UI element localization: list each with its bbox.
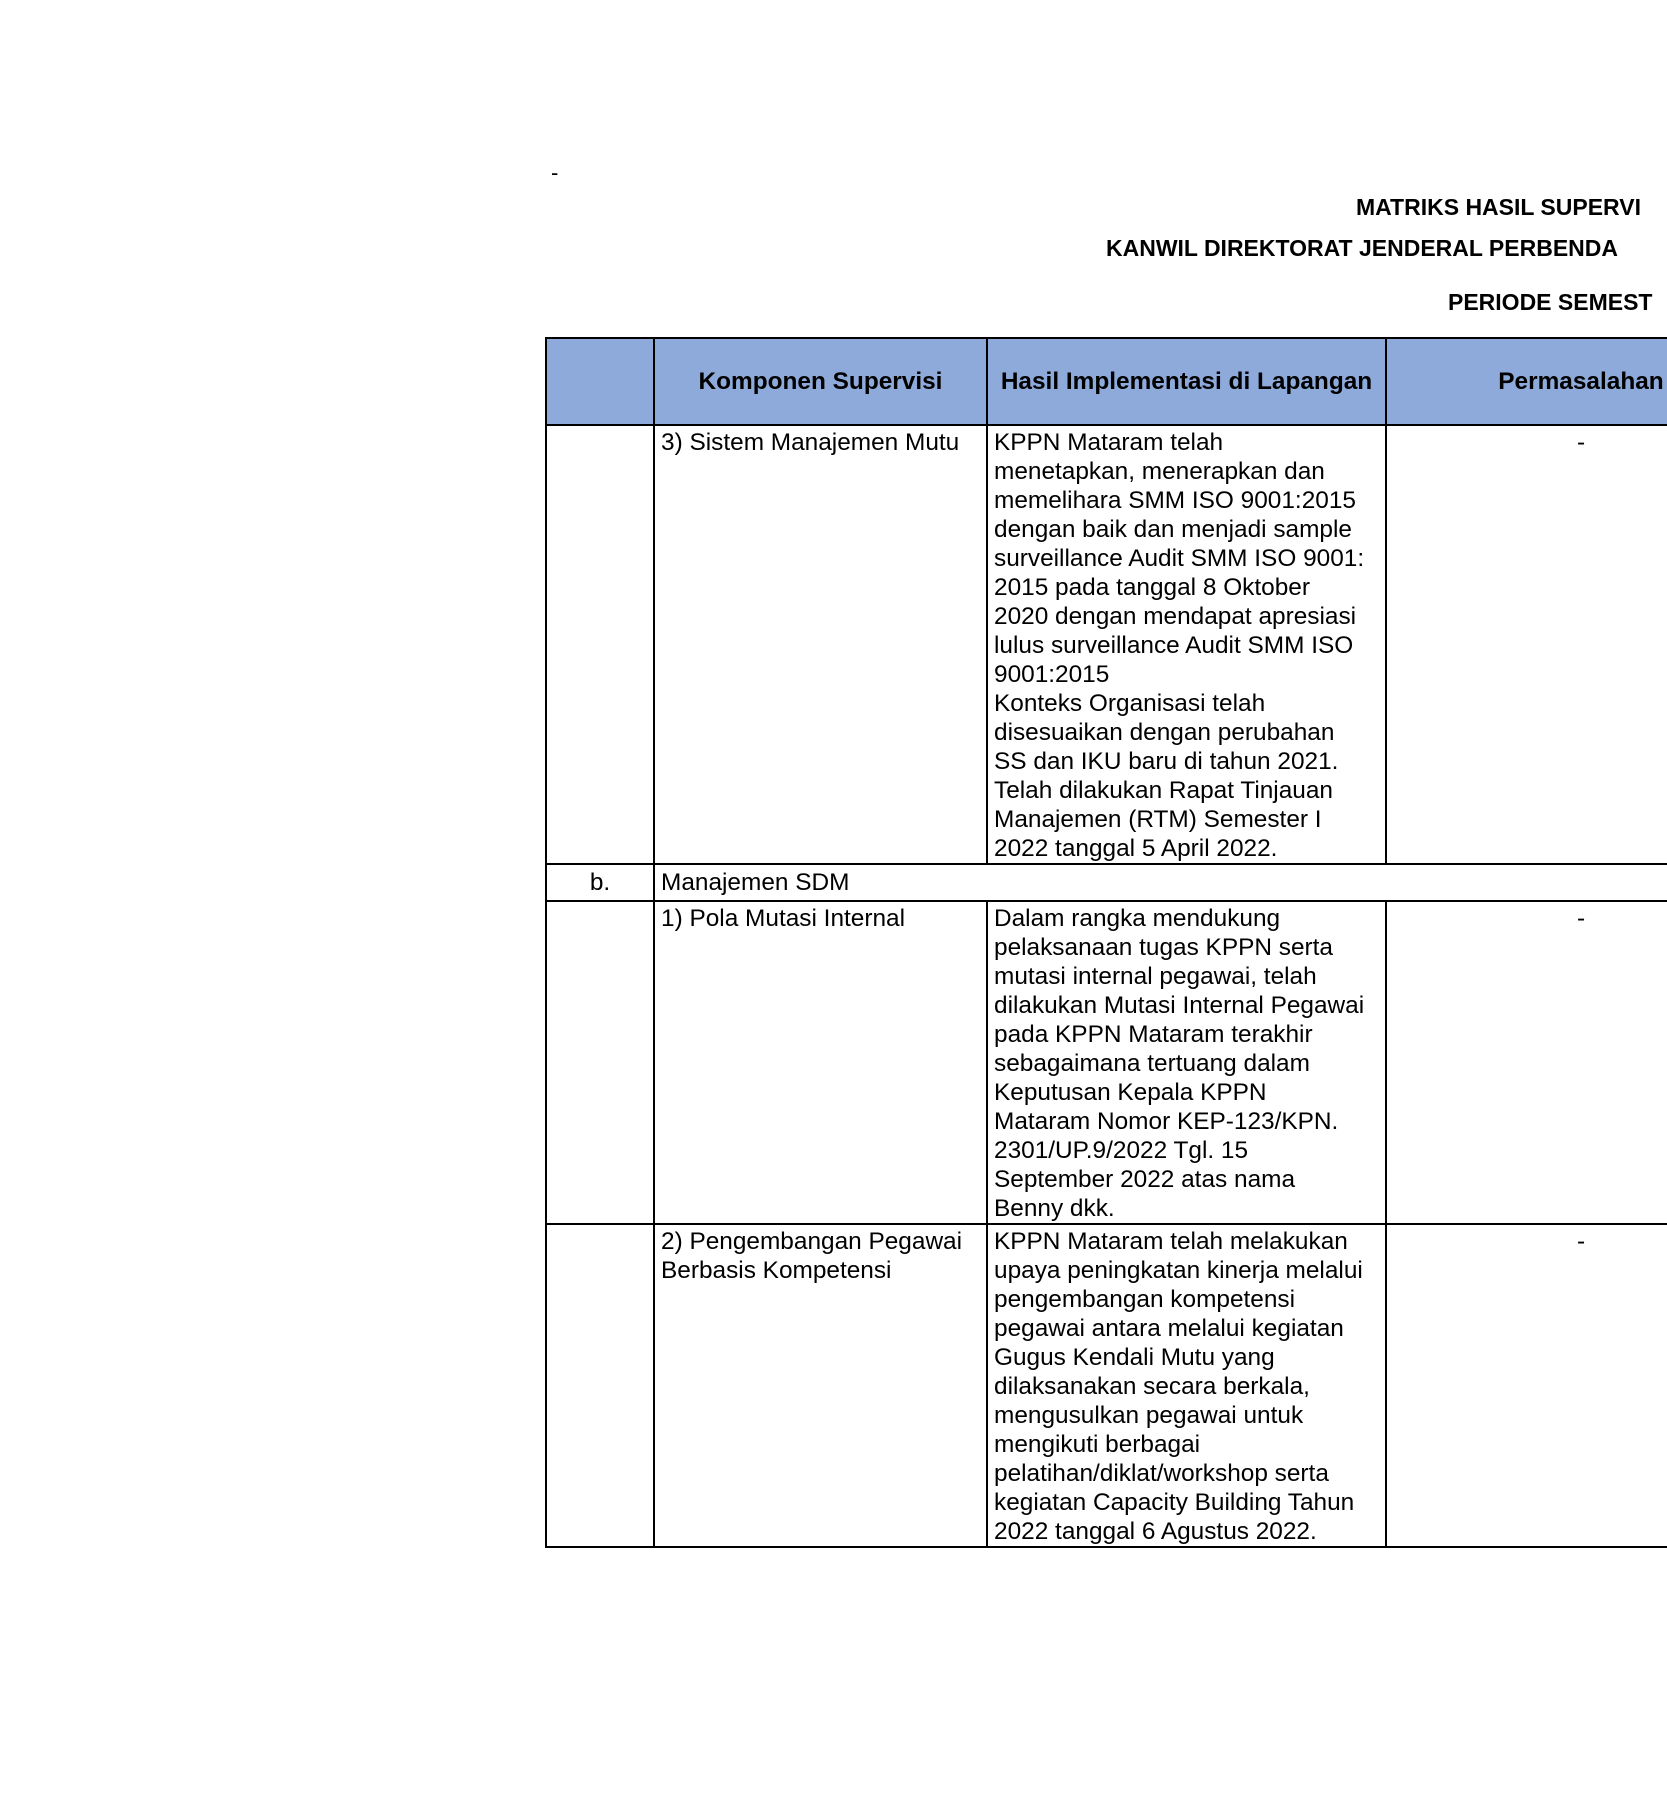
document-subtitle-period: PERIODE SEMEST: [1448, 289, 1653, 315]
komponen-text: 1) Pola Mutasi Internal: [661, 905, 906, 932]
hasil-text: Dalam rangka mendukung pelaksanaan tugas KPPN serta mutasi internal pegawai, telah dilakukan Mutasi Internal Pegawai pada KPPN Mataram terakhir sebagaimana tertuang dalam Keputusan Kepala KPPN Mataram Nomor KEP-123/KPN. 2301/UP.9/2022 Tgl. 15 September 2022 atas nama Benny dkk.: [994, 905, 1365, 1222]
table-row: [546, 425, 1667, 864]
permasalahan-cell: [1386, 901, 1667, 1224]
table-row: [546, 1224, 1667, 1547]
section-label: Manajemen SDM: [661, 869, 850, 896]
row-number-cell: [546, 425, 654, 864]
document-title: MATRIKS HASIL SUPERVI: [1356, 194, 1641, 220]
row-number: [547, 902, 653, 904]
header-no: [546, 338, 654, 425]
supervision-matrix-table: [545, 337, 1667, 1548]
section-number-cell: [546, 864, 654, 901]
permasalahan-text: -: [1576, 905, 1586, 932]
komponen-cell: [654, 901, 987, 1224]
row-number: [547, 1225, 653, 1227]
document-subtitle-office: KANWIL DIREKTORAT JENDERAL PERBENDA: [1106, 235, 1618, 261]
section-row-manajemen-sdm: [546, 864, 1667, 901]
table-row: [546, 901, 1667, 1224]
permasalahan-text: -: [1576, 1228, 1586, 1255]
row-number: [547, 426, 653, 428]
komponen-text: 3) Sistem Manajemen Mutu: [661, 429, 960, 456]
hasil-text: KPPN Mataram telah menetapkan, menerapkan dan memelihara SMM ISO 9001:2015 dengan baik dan menjadi sample surveillance Audit SMM ISO 9001: 2015 pada tanggal 8 Oktober 2020 dengan mendapat apresiasi lulus surveillance Audit SMM ISO 9001:2015 Konteks Organisasi telah disesuaikan dengan perubahan SS dan IKU baru di tahun 2021. Telah dilakukan Rapat Tinjauan Manajemen (RTM) Semester I 2022 tanggal 5 April 2022.: [994, 429, 1365, 862]
header-permasalahan: Permasalahan: [1386, 338, 1667, 425]
header-komponen-supervisi: Komponen Supervisi: [654, 338, 987, 425]
page-dash-mark: -: [551, 160, 559, 185]
row-number-cell: [546, 1224, 654, 1547]
hasil-cell: [987, 1224, 1386, 1547]
header-hasil-implementasi: Hasil Implementasi di Lapangan: [987, 338, 1386, 425]
section-label-cell: [654, 864, 1667, 901]
permasalahan-cell: [1386, 425, 1667, 864]
table-header-row: [546, 338, 1667, 425]
permasalahan-cell: [1386, 1224, 1667, 1547]
row-number-cell: [546, 901, 654, 1224]
komponen-text: 2) Pengembangan Pegawai Berbasis Kompetensi: [661, 1228, 963, 1284]
komponen-cell: [654, 1224, 987, 1547]
hasil-cell: [987, 901, 1386, 1224]
komponen-cell: [654, 425, 987, 864]
hasil-cell: [987, 425, 1386, 864]
permasalahan-text: -: [1576, 429, 1586, 456]
section-number: b.: [589, 869, 611, 896]
hasil-text: KPPN Mataram telah melakukan upaya peningkatan kinerja melalui pengembangan kompetensi pegawai antara melalui kegiatan Gugus Kendali Mutu yang dilaksanakan secara berkala, mengusulkan pegawai untuk mengikuti berbagai pelatihan/diklat/workshop serta kegiatan Capacity Building Tahun 2022 tanggal 6 Agustus 2022.: [994, 1228, 1363, 1545]
